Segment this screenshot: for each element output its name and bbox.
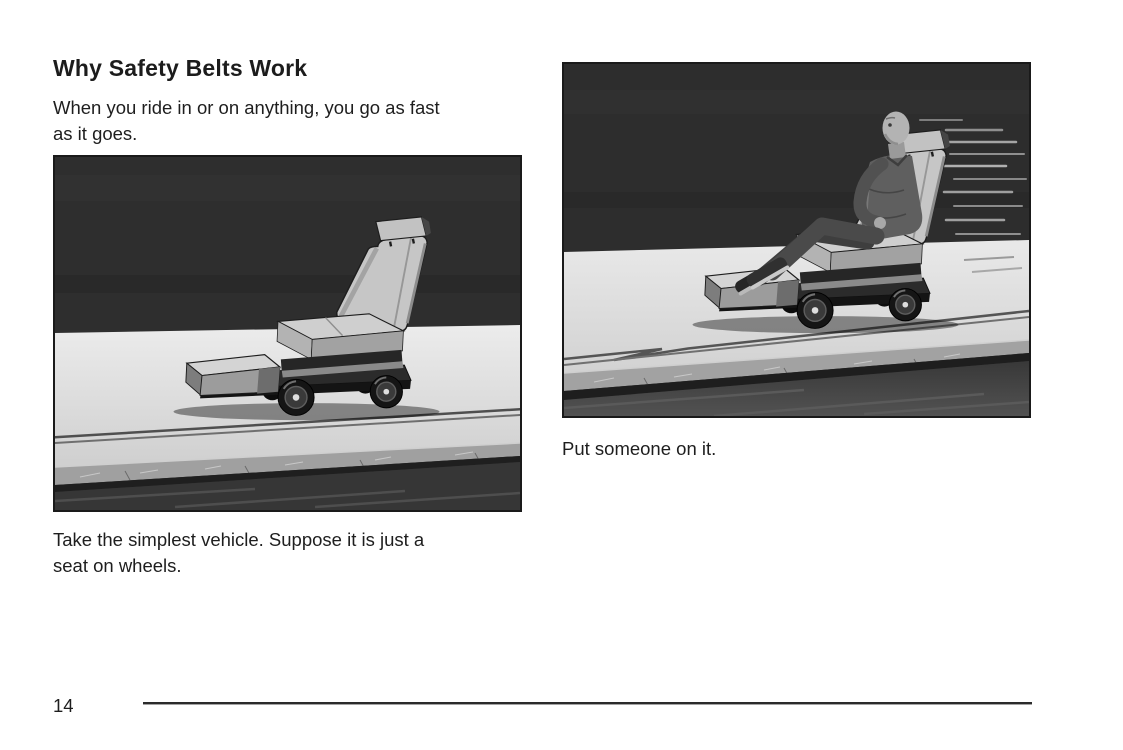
person-on-seat-illustration [564, 64, 1029, 416]
intro-paragraph [53, 95, 533, 147]
figure-caption-right: Put someone on it. [562, 438, 717, 459]
intro-line-2: as it goes. [53, 123, 138, 144]
page-title: Why Safety Belts Work [53, 55, 308, 81]
caption-left-line-1: Take the simplest vehicle. Suppose it is just a [53, 529, 425, 550]
figure-person-on-seat [562, 62, 1031, 418]
page-number: 14 [53, 695, 74, 716]
intro-line-1: When you ride in or on anything, you go as fast [53, 97, 440, 118]
figure-caption-left [53, 527, 533, 579]
caption-left-line-2: seat on wheels. [53, 555, 182, 576]
footer-rule [143, 702, 1032, 705]
seat-on-wheels-illustration [55, 157, 520, 510]
figure-seat-on-wheels [53, 155, 522, 512]
